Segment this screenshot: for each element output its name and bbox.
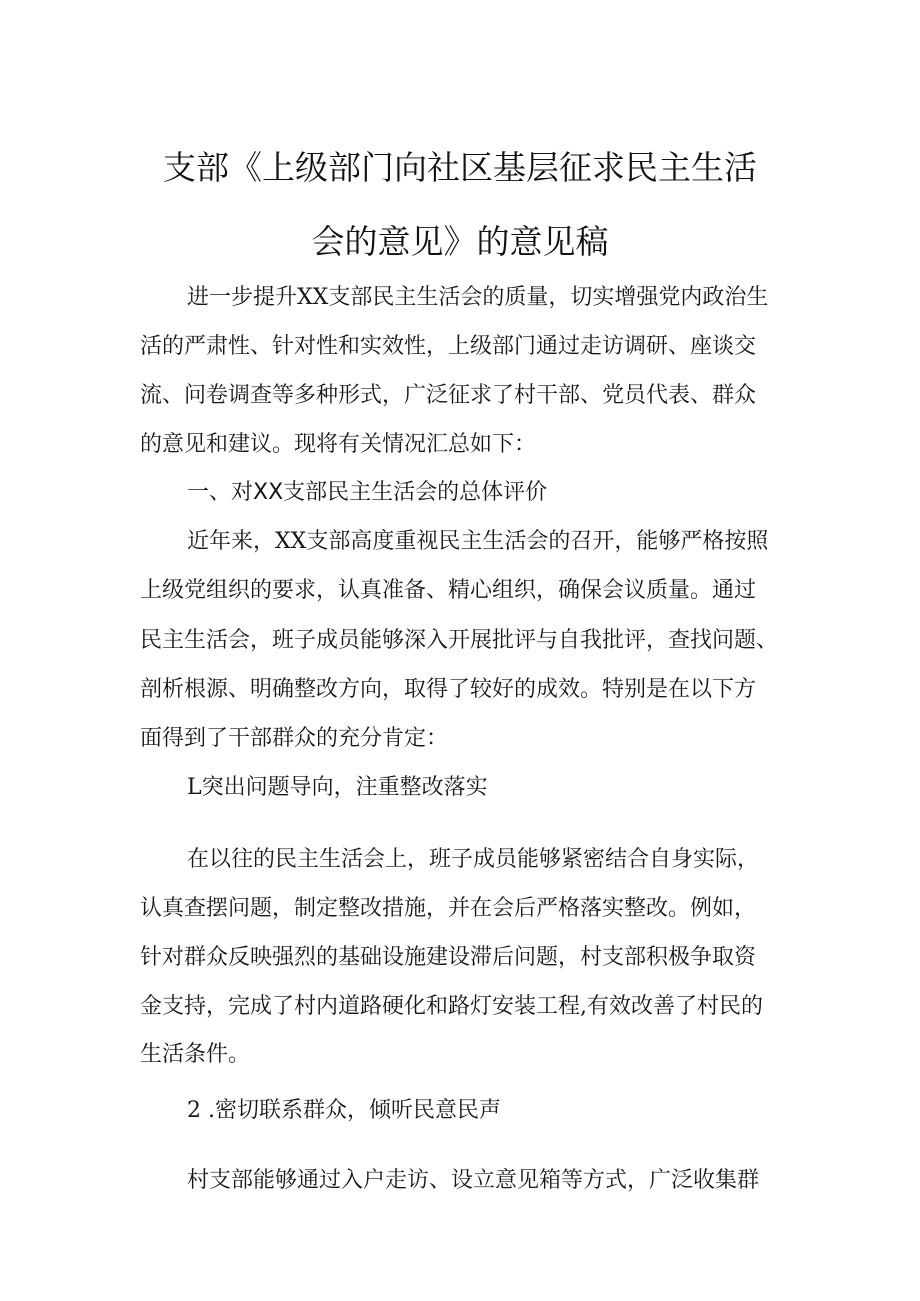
document-title-line-1: 支部《上级部门向社区基层征求民主生活	[163, 148, 757, 187]
paragraph-line: 在以往的民主生活会上，班子成员能够紧密结合自身实际，	[187, 847, 760, 872]
paragraph-line: 流、问卷调查等多种形式，广泛征求了村干部、党员代表、群众	[140, 383, 757, 408]
paragraph-line: 近年来，XX支部高度重视民主生活会的召开，能够严格按照	[187, 529, 769, 554]
paragraph-line: 村支部能够通过入户走访、设立意见箱等方式，广泛收集群	[187, 1168, 760, 1193]
paragraph-line: 剖析根源、明确整改方向，取得了较好的成效。特别是在以下方	[140, 677, 757, 702]
subsection-heading: 2 .密切联系群众，倾听民意民声	[187, 1098, 501, 1123]
paragraph-line: 认真查摆问题，制定整改措施，并在会后严格落实整改。例如，	[140, 896, 757, 921]
section-heading: 一、对XX支部民主生活会的总体评价	[187, 480, 548, 505]
document-title-line-2: 会的意见》的意见稿	[311, 222, 609, 261]
paragraph-line: 针对群众反映强烈的基础设施建设滞后问题，村支部积极争取资	[140, 945, 757, 970]
paragraph-line: 生活条件。	[140, 1042, 251, 1067]
paragraph-line: 进一步提升XX支部民主生活会的质量，切实增强党内政治生	[187, 285, 769, 310]
paragraph-line: 民主生活会，班子成员能够深入开展批评与自我批评，查找问题、	[140, 628, 779, 653]
paragraph-line: 活的严肃性、针对性和实效性，上级部门通过走访调研、座谈交	[140, 334, 757, 359]
paragraph-line: 的意见和建议。现将有关情况汇总如下：	[140, 432, 537, 457]
subsection-heading: L突出问题导向，注重整改落实	[187, 775, 488, 800]
paragraph-line: 面得到了干部群众的充分肯定：	[140, 726, 449, 751]
paragraph-line: 金支持，完成了村内道路硬化和路灯安装工程,有效改善了村民的	[140, 994, 763, 1019]
paragraph-line: 上级党组织的要求，认真准备、精心组织，确保会议质量。通过	[140, 578, 757, 603]
